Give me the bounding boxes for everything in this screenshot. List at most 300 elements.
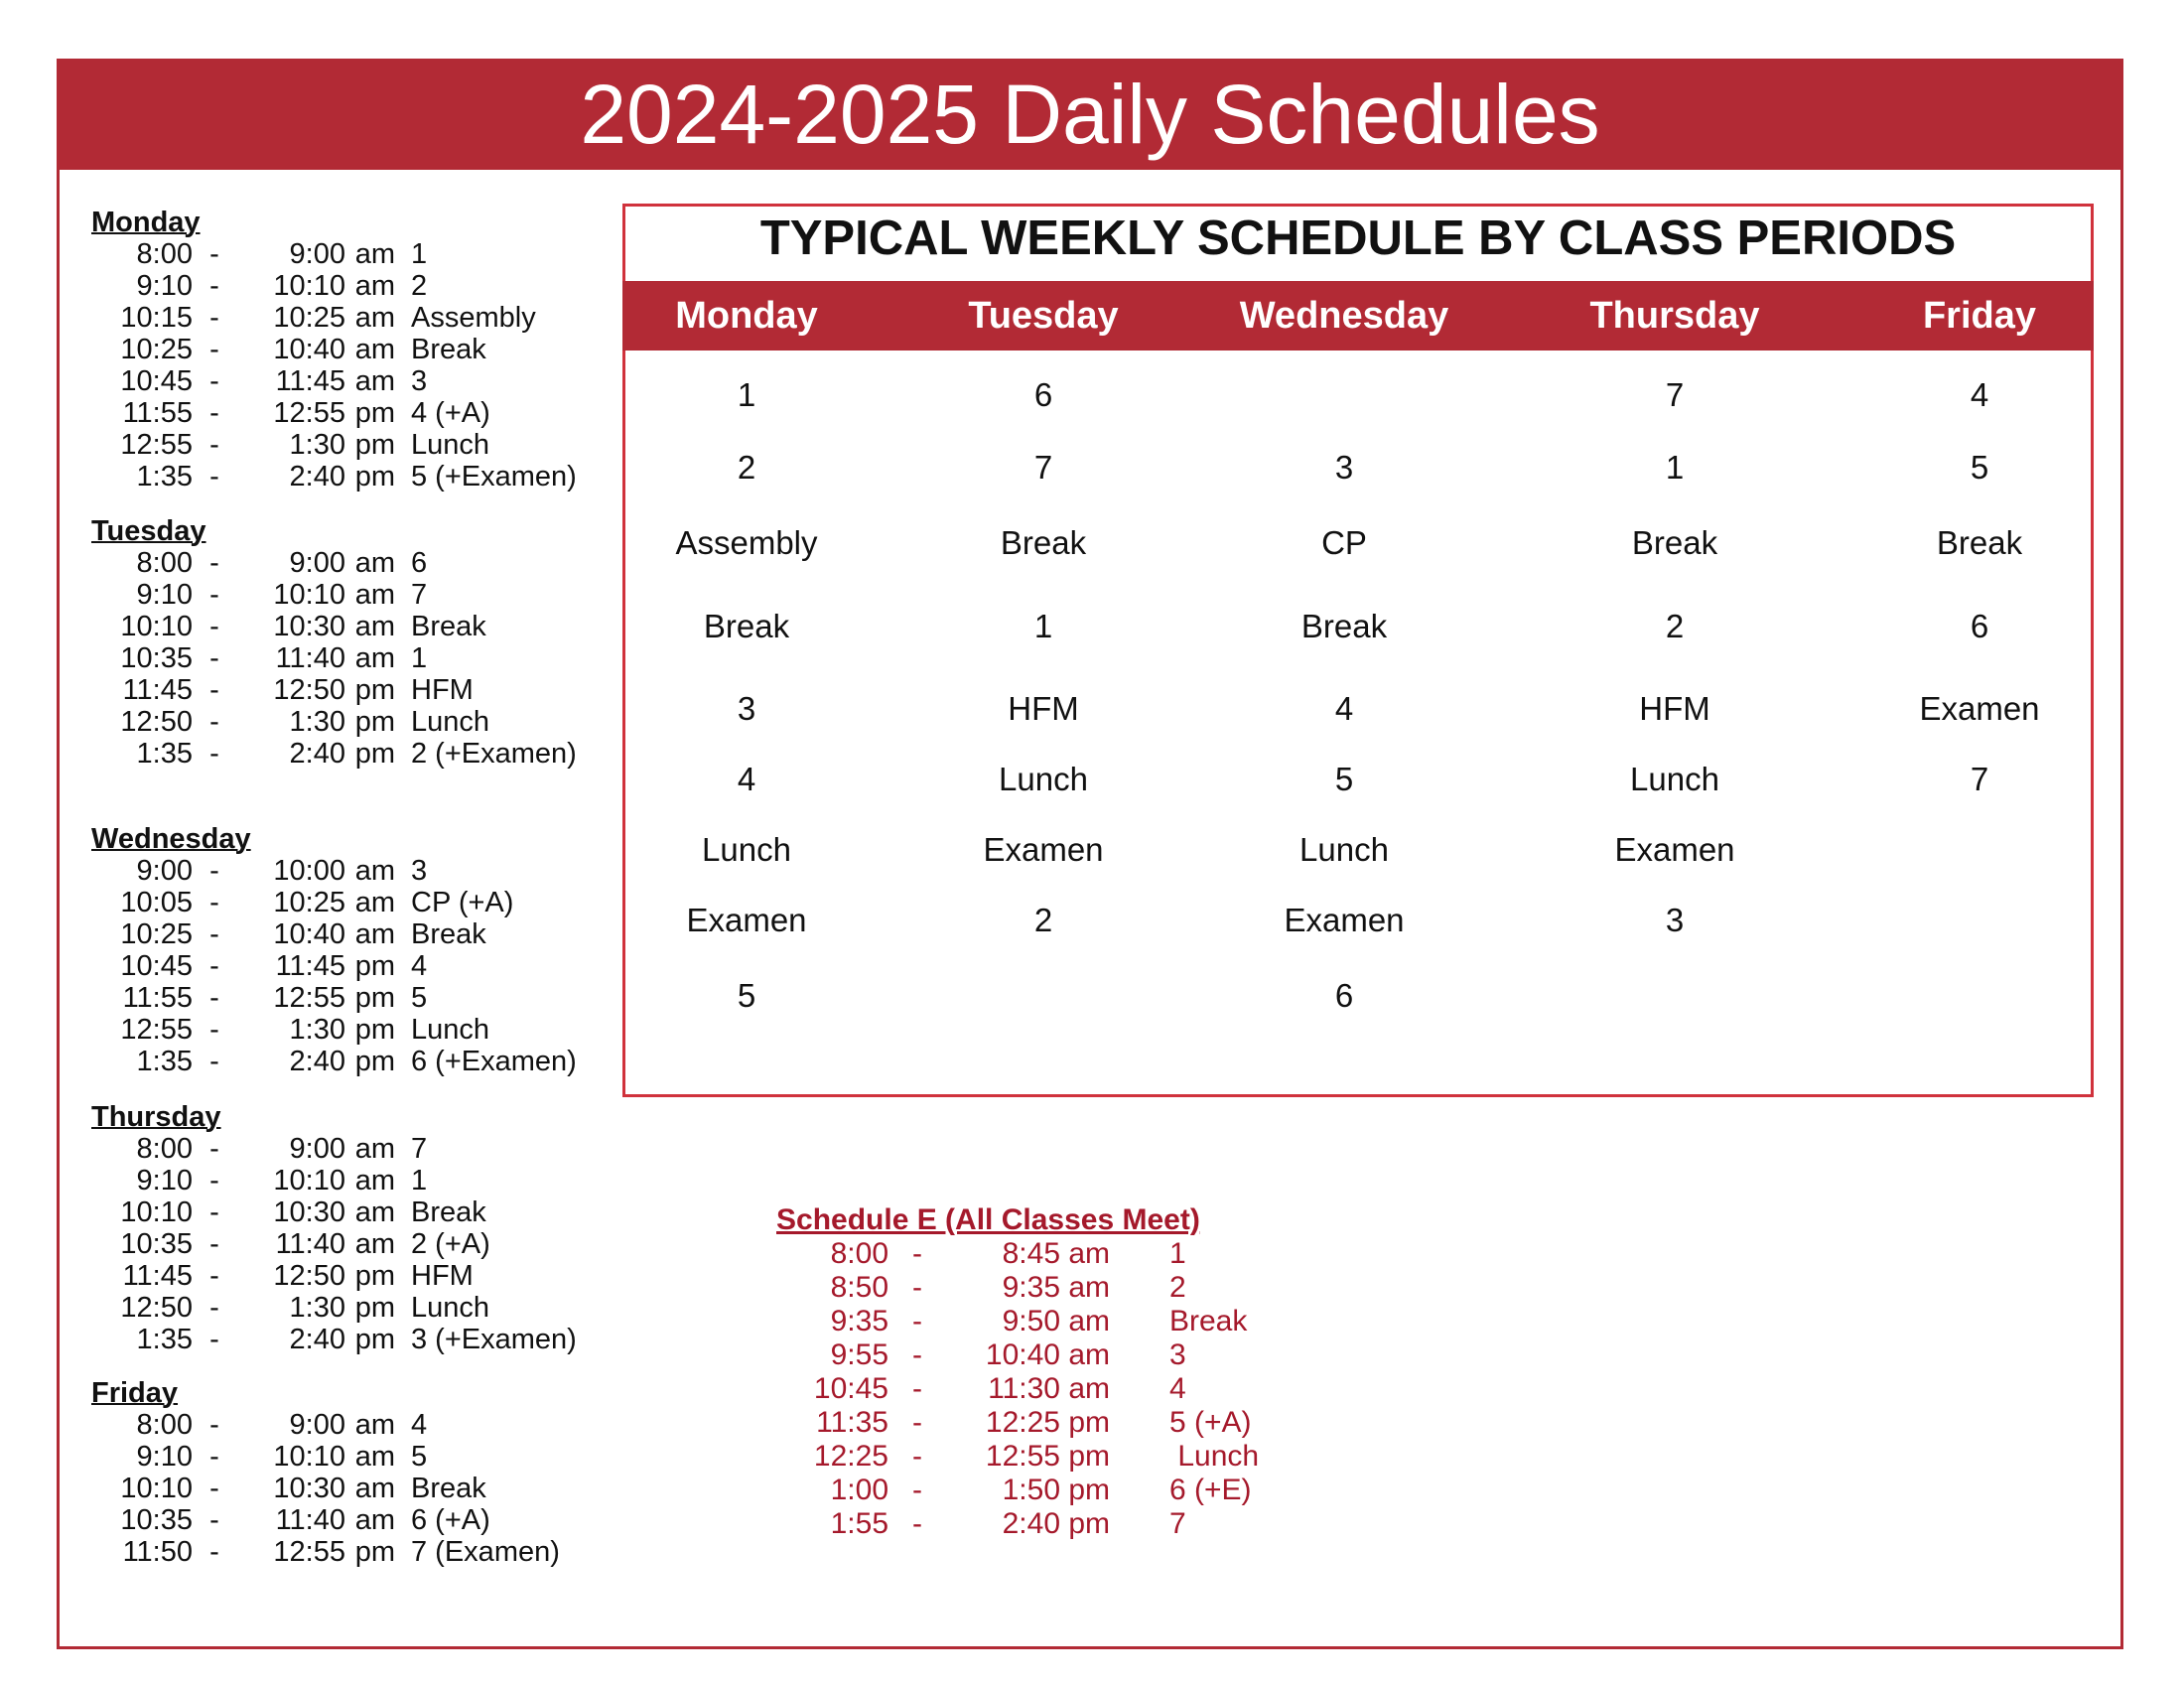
- schedule-row: [91, 1014, 577, 1046]
- schedule-row: [91, 706, 577, 738]
- schedule-e-row: [774, 1271, 1259, 1305]
- time-separator: -: [209, 674, 219, 706]
- end-time: 11:30: [988, 1372, 1060, 1405]
- schedule-row: [91, 461, 577, 492]
- am-pm: am: [354, 579, 395, 611]
- am-pm: am: [354, 302, 395, 334]
- end-time: 2:40: [289, 1324, 345, 1355]
- weekly-cell: Break: [703, 608, 790, 644]
- time-separator: -: [209, 334, 219, 365]
- time-separator: -: [209, 461, 219, 492]
- schedule-e-row: [774, 1305, 1259, 1338]
- weekly-cell: 1: [1033, 608, 1053, 644]
- day-schedule-thursday: [91, 1101, 577, 1355]
- weekly-cell: Examen: [686, 902, 807, 938]
- start-time: 12:55: [120, 429, 193, 461]
- end-time: 10:10: [273, 1165, 345, 1196]
- time-separator: -: [209, 855, 219, 887]
- schedule-row: [91, 334, 577, 365]
- start-time: 10:10: [120, 1473, 193, 1504]
- schedule-row: [91, 1504, 560, 1536]
- am-pm: am: [1068, 1237, 1110, 1270]
- weekly-cell: 2: [1033, 902, 1053, 938]
- day-schedule-wednesday: [91, 823, 577, 1077]
- start-time: 10:05: [120, 887, 193, 918]
- day-schedule-friday: [91, 1377, 560, 1568]
- period-label: Break: [411, 1196, 486, 1228]
- time-separator: -: [209, 1292, 219, 1324]
- schedule-e-row: [774, 1406, 1259, 1440]
- period-label: Lunch: [411, 1014, 490, 1046]
- start-time: 1:35: [136, 1324, 193, 1355]
- schedule-row: [91, 547, 577, 579]
- schedule-row: [91, 270, 577, 302]
- am-pm: pm: [1068, 1406, 1110, 1439]
- time-separator: -: [209, 1473, 219, 1504]
- period-label: Break: [411, 918, 486, 950]
- am-pm: pm: [354, 461, 395, 492]
- schedule-e-row: [774, 1338, 1259, 1372]
- start-time: 12:50: [120, 706, 193, 738]
- day-heading: Tuesday: [91, 515, 206, 547]
- end-time: 2:40: [289, 461, 345, 492]
- start-time: 11:55: [122, 397, 193, 429]
- am-pm: am: [1068, 1305, 1110, 1337]
- am-pm: am: [354, 547, 395, 579]
- am-pm: am: [354, 1165, 395, 1196]
- am-pm: am: [1068, 1372, 1110, 1405]
- end-time: 1:30: [289, 1292, 345, 1324]
- schedule-row: [91, 238, 577, 270]
- start-time: 10:10: [120, 1196, 193, 1228]
- schedule-e-row: [774, 1507, 1259, 1541]
- am-pm: pm: [354, 982, 395, 1014]
- period-label: Lunch: [411, 1292, 490, 1324]
- am-pm: pm: [1068, 1440, 1110, 1473]
- weekly-day-header: Monday: [675, 295, 818, 337]
- weekly-column-tuesday: [894, 281, 1192, 1075]
- period-label: Break: [1169, 1305, 1248, 1337]
- period-label: 3: [411, 365, 428, 397]
- am-pm: pm: [354, 674, 395, 706]
- am-pm: am: [354, 1473, 395, 1504]
- end-time: 12:50: [273, 674, 345, 706]
- time-separator: -: [209, 365, 219, 397]
- am-pm: pm: [354, 706, 395, 738]
- end-time: 12:50: [273, 1260, 345, 1292]
- period-label: 3: [1169, 1338, 1186, 1371]
- time-separator: -: [912, 1237, 922, 1270]
- time-separator: -: [209, 270, 219, 302]
- schedule-row: [91, 642, 577, 674]
- period-label: 1: [411, 1165, 428, 1196]
- am-pm: am: [354, 611, 395, 642]
- start-time: 12:25: [813, 1440, 888, 1473]
- page-title: 2024-2025 Daily Schedules: [57, 59, 2123, 170]
- start-time: 11:50: [122, 1536, 193, 1568]
- day-heading: Monday: [91, 207, 201, 238]
- schedule-row: [91, 1228, 577, 1260]
- period-label: 4: [1169, 1372, 1186, 1405]
- start-time: 11:45: [122, 674, 193, 706]
- start-time: 12:55: [120, 1014, 193, 1046]
- end-time: 9:00: [289, 547, 345, 579]
- time-separator: -: [209, 611, 219, 642]
- period-label: 6 (+A): [411, 1504, 490, 1536]
- weekly-cell: Break: [1936, 524, 2023, 561]
- weekly-schedule-title: TYPICAL WEEKLY SCHEDULE BY CLASS PERIODS: [759, 211, 1957, 265]
- start-time: 10:45: [813, 1372, 888, 1405]
- end-time: 2:40: [1002, 1507, 1060, 1540]
- time-separator: -: [209, 1196, 219, 1228]
- period-label: 1: [411, 238, 428, 270]
- am-pm: am: [1068, 1271, 1110, 1304]
- weekly-cell: Examen: [1919, 690, 2040, 727]
- schedule-row: [91, 950, 577, 982]
- start-time: 10:25: [120, 918, 193, 950]
- end-time: 10:10: [273, 579, 345, 611]
- start-time: 9:55: [830, 1338, 888, 1371]
- weekly-cell: 7: [1665, 376, 1685, 413]
- period-label: 3: [411, 855, 428, 887]
- schedule-row: [91, 1441, 560, 1473]
- am-pm: am: [354, 1228, 395, 1260]
- weekly-cell: 1: [1665, 449, 1685, 486]
- time-separator: -: [209, 642, 219, 674]
- am-pm: am: [354, 1441, 395, 1473]
- weekly-cell: 4: [737, 761, 756, 797]
- time-separator: -: [209, 302, 219, 334]
- am-pm: pm: [354, 1536, 395, 1568]
- schedule-row: [91, 397, 577, 429]
- schedule-row: [91, 579, 577, 611]
- day-heading: Friday: [91, 1377, 179, 1409]
- end-time: 2:40: [289, 738, 345, 770]
- end-time: 1:30: [289, 706, 345, 738]
- period-label: 7: [411, 1133, 428, 1165]
- am-pm: am: [354, 855, 395, 887]
- schedule-e: [774, 1203, 1259, 1541]
- am-pm: am: [354, 642, 395, 674]
- start-time: 11:55: [122, 982, 193, 1014]
- weekly-cell: 1: [737, 376, 756, 413]
- end-time: 10:25: [273, 887, 345, 918]
- weekly-cell: 2: [737, 449, 756, 486]
- weekly-cell: 6: [1033, 376, 1053, 413]
- end-time: 12:55: [985, 1440, 1060, 1473]
- time-separator: -: [209, 950, 219, 982]
- period-label: 5: [411, 1441, 428, 1473]
- schedule-e-row: [774, 1237, 1259, 1271]
- period-label: Lunch: [1169, 1440, 1260, 1473]
- schedule-row: [91, 611, 577, 642]
- end-time: 10:30: [273, 611, 345, 642]
- am-pm: pm: [1068, 1507, 1110, 1540]
- schedule-row: [91, 1324, 577, 1355]
- weekly-column-monday: [598, 281, 895, 1075]
- am-pm: am: [354, 238, 395, 270]
- weekly-cell: Lunch: [1630, 761, 1719, 797]
- schedule-e-row: [774, 1474, 1259, 1507]
- end-time: 11:45: [275, 950, 345, 982]
- schedule-row: [91, 1473, 560, 1504]
- period-label: 5 (+Examen): [411, 461, 577, 492]
- start-time: 8:00: [136, 547, 193, 579]
- start-time: 1:35: [136, 461, 193, 492]
- weekly-cell: 5: [1334, 761, 1354, 797]
- period-label: 6: [411, 547, 428, 579]
- weekly-cell: Lunch: [999, 761, 1088, 797]
- time-separator: -: [209, 738, 219, 770]
- time-separator: -: [209, 238, 219, 270]
- am-pm: am: [354, 1504, 395, 1536]
- am-pm: pm: [354, 1014, 395, 1046]
- start-time: 8:00: [830, 1237, 888, 1270]
- time-separator: -: [209, 1260, 219, 1292]
- weekly-cell: 3: [1334, 449, 1354, 486]
- end-time: 10:30: [273, 1196, 345, 1228]
- period-label: 2 (+A): [411, 1228, 490, 1260]
- time-separator: -: [209, 887, 219, 918]
- am-pm: am: [354, 887, 395, 918]
- start-time: 10:15: [120, 302, 193, 334]
- schedule-row: [91, 1409, 560, 1441]
- schedule-row: [91, 1292, 577, 1324]
- schedule-row: [91, 738, 577, 770]
- end-time: 10:10: [273, 1441, 345, 1473]
- weekly-cell: 2: [1665, 608, 1685, 644]
- start-time: 1:55: [830, 1507, 888, 1540]
- period-label: Break: [411, 334, 486, 365]
- day-heading: Thursday: [91, 1101, 221, 1133]
- period-label: 4: [411, 1409, 428, 1441]
- am-pm: pm: [354, 1046, 395, 1077]
- period-label: 7: [1169, 1507, 1186, 1540]
- weekly-cell: 4: [1334, 690, 1354, 727]
- schedule-row: [91, 1536, 560, 1568]
- end-time: 9:00: [289, 1409, 345, 1441]
- period-label: CP (+A): [411, 887, 514, 918]
- schedule-e-row: [774, 1440, 1259, 1474]
- time-separator: -: [209, 1165, 219, 1196]
- am-pm: pm: [354, 1324, 395, 1355]
- end-time: 1:30: [289, 1014, 345, 1046]
- time-separator: -: [209, 1409, 219, 1441]
- am-pm: am: [354, 1196, 395, 1228]
- start-time: 1:35: [136, 1046, 193, 1077]
- period-label: 7 (Examen): [411, 1536, 560, 1568]
- day-schedule-tuesday: [91, 515, 577, 770]
- start-time: 11:45: [122, 1260, 193, 1292]
- weekly-column-wednesday: [1195, 281, 1493, 1075]
- weekly-cell: Examen: [1284, 902, 1405, 938]
- weekly-cell: Lunch: [1299, 831, 1389, 868]
- time-separator: -: [209, 918, 219, 950]
- weekly-cell: 3: [737, 690, 756, 727]
- am-pm: pm: [354, 397, 395, 429]
- weekly-cell: Assembly: [675, 524, 818, 561]
- time-separator: -: [209, 982, 219, 1014]
- period-label: 1: [411, 642, 428, 674]
- period-label: Lunch: [411, 706, 490, 738]
- weekly-cell: 6: [1970, 608, 1989, 644]
- end-time: 1:30: [289, 429, 345, 461]
- day-heading: Wednesday: [91, 823, 251, 855]
- period-label: 5: [411, 982, 428, 1014]
- start-time: 10:35: [120, 642, 193, 674]
- end-time: 10:00: [273, 855, 345, 887]
- weekly-cell: Break: [1000, 524, 1087, 561]
- weekly-cell: HFM: [1639, 690, 1710, 727]
- start-time: 10:45: [120, 365, 193, 397]
- start-time: 10:45: [120, 950, 193, 982]
- weekly-cell: CP: [1321, 524, 1367, 561]
- schedule-row: [91, 855, 577, 887]
- end-time: 11:40: [275, 1228, 345, 1260]
- period-label: 6 (+Examen): [411, 1046, 577, 1077]
- start-time: 8:00: [136, 1133, 193, 1165]
- day-schedule-monday: [91, 207, 577, 492]
- am-pm: pm: [1068, 1474, 1110, 1506]
- end-time: 10:40: [273, 334, 345, 365]
- period-label: HFM: [411, 674, 474, 706]
- time-separator: -: [209, 1536, 219, 1568]
- start-time: 9:10: [136, 1165, 193, 1196]
- am-pm: am: [354, 365, 395, 397]
- end-time: 8:45: [1002, 1237, 1060, 1270]
- end-time: 12:25: [985, 1406, 1060, 1439]
- am-pm: pm: [354, 1292, 395, 1324]
- am-pm: am: [1068, 1338, 1110, 1371]
- weekly-cell: 6: [1334, 977, 1354, 1014]
- end-time: 11:40: [275, 1504, 345, 1536]
- start-time: 10:35: [120, 1228, 193, 1260]
- start-time: 9:00: [136, 855, 193, 887]
- time-separator: -: [209, 429, 219, 461]
- time-separator: -: [209, 1228, 219, 1260]
- weekly-cell: Examen: [1614, 831, 1735, 868]
- time-separator: -: [912, 1440, 922, 1473]
- am-pm: am: [354, 270, 395, 302]
- start-time: 1:35: [136, 738, 193, 770]
- end-time: 9:00: [289, 238, 345, 270]
- end-time: 9:50: [1002, 1305, 1060, 1337]
- weekly-cell: 3: [1665, 902, 1685, 938]
- start-time: 8:50: [830, 1271, 888, 1304]
- am-pm: pm: [354, 429, 395, 461]
- time-separator: -: [209, 1133, 219, 1165]
- period-label: 6 (+E): [1169, 1474, 1252, 1506]
- schedule-row: [91, 1165, 577, 1196]
- weekly-cell: 7: [1033, 449, 1053, 486]
- end-time: 2:40: [289, 1046, 345, 1077]
- schedule-row: [91, 1133, 577, 1165]
- am-pm: am: [354, 918, 395, 950]
- am-pm: pm: [354, 950, 395, 982]
- schedule-row: [91, 982, 577, 1014]
- start-time: 8:00: [136, 1409, 193, 1441]
- time-separator: -: [209, 579, 219, 611]
- weekly-cell: Break: [1300, 608, 1388, 644]
- period-label: 3 (+Examen): [411, 1324, 577, 1355]
- end-time: 10:30: [273, 1473, 345, 1504]
- end-time: 12:55: [273, 397, 345, 429]
- start-time: 9:35: [830, 1305, 888, 1337]
- period-label: 4: [411, 950, 428, 982]
- start-time: 9:10: [136, 1441, 193, 1473]
- time-separator: -: [912, 1338, 922, 1371]
- end-time: 10:25: [273, 302, 345, 334]
- time-separator: -: [912, 1271, 922, 1304]
- end-time: 10:10: [273, 270, 345, 302]
- end-time: 11:40: [275, 642, 345, 674]
- time-separator: -: [209, 1014, 219, 1046]
- am-pm: pm: [354, 1260, 395, 1292]
- am-pm: am: [354, 1133, 395, 1165]
- time-separator: -: [209, 1046, 219, 1077]
- period-label: HFM: [411, 1260, 474, 1292]
- weekly-day-header: Wednesday: [1239, 295, 1449, 337]
- weekly-column-thursday: [1526, 281, 1824, 1075]
- weekly-day-header: Friday: [1922, 295, 2037, 337]
- weekly-day-header: Tuesday: [968, 295, 1119, 337]
- weekly-column-friday: [1831, 281, 2128, 1075]
- period-label: 7: [411, 579, 428, 611]
- time-separator: -: [912, 1507, 922, 1540]
- schedule-row: [91, 365, 577, 397]
- time-separator: -: [912, 1406, 922, 1439]
- start-time: 10:35: [120, 1504, 193, 1536]
- schedule-row: [91, 674, 577, 706]
- end-time: 12:55: [273, 982, 345, 1014]
- schedule-row: [91, 887, 577, 918]
- schedule-row: [91, 1046, 577, 1077]
- am-pm: am: [354, 334, 395, 365]
- schedule-e-row: [774, 1372, 1259, 1406]
- period-label: Break: [411, 1473, 486, 1504]
- time-separator: -: [209, 547, 219, 579]
- end-time: 11:45: [275, 365, 345, 397]
- weekly-cell: Lunch: [702, 831, 791, 868]
- period-label: 2: [1169, 1271, 1186, 1304]
- time-separator: -: [209, 706, 219, 738]
- time-separator: -: [912, 1305, 922, 1337]
- weekly-cell: Examen: [983, 831, 1104, 868]
- period-label: 2 (+Examen): [411, 738, 577, 770]
- period-label: Break: [411, 611, 486, 642]
- weekly-cell: 5: [737, 977, 756, 1014]
- period-label: Lunch: [411, 429, 490, 461]
- end-time: 9:35: [1002, 1271, 1060, 1304]
- weekly-cell: HFM: [1008, 690, 1079, 727]
- time-separator: -: [209, 1504, 219, 1536]
- period-label: 2: [411, 270, 428, 302]
- period-label: 1: [1169, 1237, 1186, 1270]
- time-separator: -: [209, 1441, 219, 1473]
- start-time: 1:00: [830, 1474, 888, 1506]
- time-separator: -: [209, 397, 219, 429]
- time-separator: -: [912, 1474, 922, 1506]
- end-time: 10:40: [273, 918, 345, 950]
- start-time: 12:50: [120, 1292, 193, 1324]
- weekly-cell: 4: [1970, 376, 1989, 413]
- start-time: 9:10: [136, 579, 193, 611]
- period-label: 4 (+A): [411, 397, 490, 429]
- weekly-cell: 7: [1970, 761, 1989, 797]
- period-label: 5 (+A): [1169, 1406, 1252, 1439]
- start-time: 11:35: [816, 1406, 888, 1439]
- end-time: 12:55: [273, 1536, 345, 1568]
